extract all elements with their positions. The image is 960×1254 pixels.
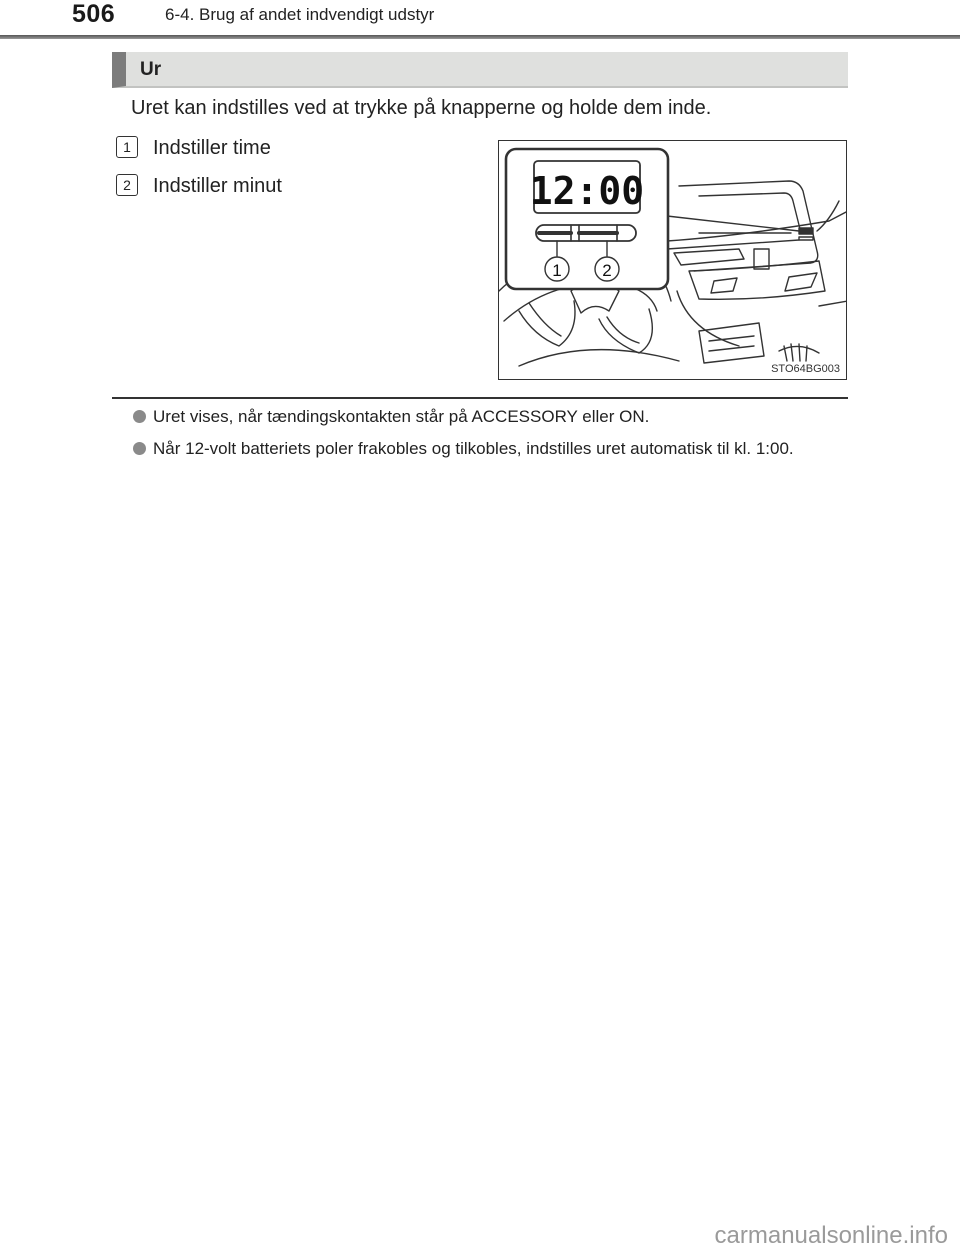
bullet-icon: [133, 442, 146, 455]
callout-1: 1: [552, 261, 562, 280]
step-2: [116, 174, 282, 198]
step-number-badge: 1: [116, 136, 138, 158]
step-label: Indstiller time: [153, 137, 271, 159]
page-header: [0, 0, 960, 40]
bullet-icon: [133, 410, 146, 423]
chapter-title: 6-4. Brug af andet indvendigt udstyr: [165, 5, 435, 24]
step-1: [116, 136, 271, 160]
section-title: Ur: [140, 59, 162, 80]
figure-code: STO64BG003: [771, 363, 840, 375]
note-item: [133, 405, 848, 429]
callout-2: 2: [602, 261, 612, 280]
clock-display: 12:00: [529, 169, 645, 213]
section-heading-bar: [112, 52, 848, 88]
note-text: Uret vises, når tændingskontakten står på ACCESSORY eller ON.: [153, 407, 650, 426]
page-number: 506: [72, 0, 116, 28]
notes-divider: [112, 397, 848, 399]
dashboard-drawing: [499, 141, 847, 380]
note-item: [133, 437, 848, 461]
step-number-badge: 2: [116, 174, 138, 196]
intro-text: Uret kan indstilles ved at trykke på knapperne og holde dem inde.: [131, 97, 712, 119]
note-text: Når 12-volt batteriets poler frakobles og tilkobles, indstilles uret automatisk til kl. 1:00.: [153, 439, 794, 458]
clock-illustration: [498, 140, 847, 380]
header-rule: [0, 35, 960, 39]
watermark: carmanualsonline.info: [714, 1222, 948, 1249]
step-label: Indstiller minut: [153, 175, 282, 197]
